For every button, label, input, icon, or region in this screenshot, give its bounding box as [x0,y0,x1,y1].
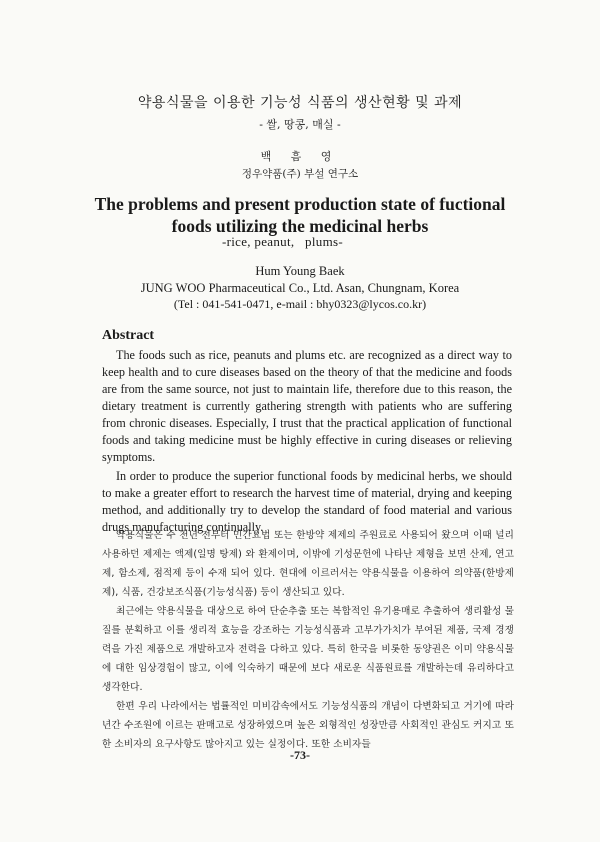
abstract-body [102,347,512,536]
korean-affiliation: 정우약품(주) 부설 연구소 [241,168,359,180]
english-author: Hum Young Baek [255,264,345,278]
korean-body [102,526,514,754]
body-paragraph: 한편 우리 나라에서는 법률적인 미비감속에서도 기능성식품의 개념이 다변화되고 거기에 따라 년간 수조원에 이르는 판매고로 성장하였으며 높은 외형적인 성장만큼 사회적인 관심도 커지고 또한 소비자의 요구사항도 많아지고 있는 실정이다. 또한 소비자들 [102,701,514,750]
abstract-paragraph: In order to produce the superior functional foods by medicinal herbs, we should to make a greater effort to research the harvest time of material, drying and keeping method, and additionally try to develop the standard of food material and various drugs manufacturing continually. [102,469,512,534]
korean-author: 백 흠 영 [260,150,340,163]
body-paragraph: 약용식물은 수 천년 전부터 민간요법 또는 한방약 제제의 주원료로 사용되어 왔으며 이때 널리 사용하던 제제는 액제(일명 탕제) 와 환제이며, 이밖에 기성문헌에 나타난 제형을 보면 산제, 연고제, 함소제, 점적제 등이 수재 되어 있다. 현대에 이르러서는 약용식물을 이용하여 의약품(한방제제), 식품, 건강보조식품(기능성식품) 등이 생산되고 있다. [102,530,514,598]
english-title [0,193,600,237]
korean-title: 약용식물을 이용한 기능성 식품의 생산현황 및 과제 [137,95,463,111]
body-paragraph: 최근에는 약용식물을 대상으로 하여 단순추출 또는 복합적인 유기용매로 추출하여 생리활성 물질를 분획하고 이를 생리적 효능을 강조하는 기능성식품과 고부가가치가 부여된 제품, 국제 경쟁력을 가진 제품으로 개발하고자 전력을 다하고 있다. 특히 한국을 비롯한 동양권은 이미 약용식물에 대한 임상경험이 많고, 이에 익숙하기 때문에 보다 새로운 식품원료를 개발하는데 유리하다고 생각한다. [102,606,514,693]
english-affiliation: JUNG WOO Pharmaceutical Co., Ltd. Asan, Chungnam, Korea [140,281,460,295]
korean-subtitle: - 쌀, 땅콩, 매실 - [259,118,341,131]
abstract-heading: Abstract [102,328,155,343]
abstract-paragraph: The foods such as rice, peanuts and plums etc. are recognized as a direct way to keep health and to cure diseases based on the theory of that the medicine and foods are from the same source, not just to maintain life, therefore due to this reason, the dietary treatment is currently gathering strength with patients who are suffering from chronic diseases. Especially, I trust that the practical application of functional foods and taking medicine must be highly effective in curing diseases or relieving symptoms. [102,348,512,464]
english-contact: (Tel : 041-541-0471, e-mail : bhy0323@lycos.co.kr) [173,297,427,311]
page-number: -73- [290,748,310,762]
english-subtitle: -rice, peanut, plums- [222,234,343,249]
english-title-line1: The problems and present production state of fuctional [94,194,506,214]
english-title-line2: foods utilizing the medicinal herbs [171,216,429,236]
